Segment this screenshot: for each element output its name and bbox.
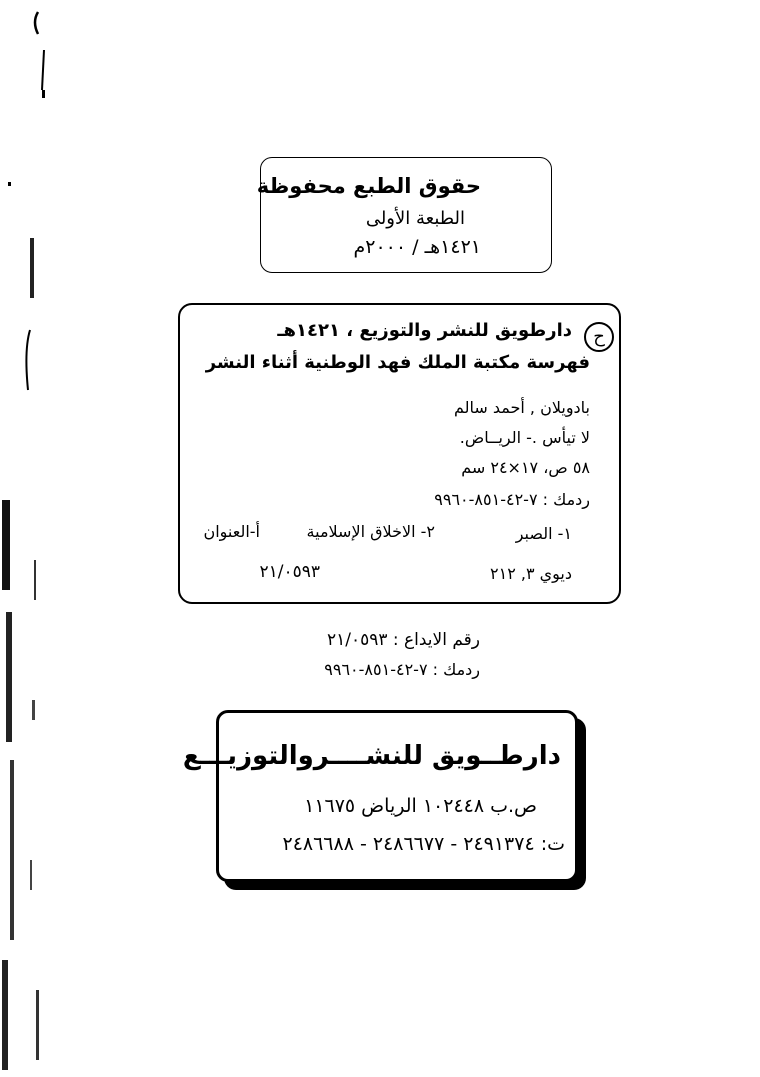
scan-edge-artifact: [0, 0, 48, 1077]
catalog-card: [178, 303, 621, 604]
catalog-isbn: ردمك : ٧-٤٢-٨٥١-٩٩٦٠: [434, 490, 590, 509]
catalog-seal: ح: [584, 322, 614, 352]
deposit-number: رقم الايداع : ٢١/٠٥٩٣: [326, 630, 480, 650]
catalog-author: بادويلان , أحمد سالم: [453, 398, 590, 417]
deposit-isbn: ردمك : ٧-٤٢-٨٥١-٩٩٦٠: [324, 660, 480, 679]
catalog-subject-2: ٢- الاخلاق الإسلامية: [306, 522, 435, 541]
publisher-name: دارطــويق للنشــــروالتوزيـــع: [182, 741, 561, 771]
copyright-box: [256, 157, 552, 273]
publisher-address: ص.ب ١٠٢٤٤٨ الرياض ١١٦٧٥: [304, 795, 537, 817]
publisher-box: [182, 710, 578, 882]
catalog-dewey-number: ٢١/٠٥٩٣: [259, 562, 320, 582]
catalog-dewey: ديوي ٣, ٢١٢: [490, 564, 572, 583]
edition-year: ١٤٢١هـ / ٢٠٠٠م: [353, 236, 481, 258]
copyright-title: حقوق الطبع محفوظة: [256, 174, 481, 198]
catalog-subject-title: أ-العنوان: [203, 522, 260, 541]
catalog-subject-1: ١- الصبر: [515, 524, 572, 543]
edition-label: الطبعة الأولى: [365, 208, 465, 229]
publisher-phones: ت: ٢٤٩١٣٧٤ - ٢٤٨٦٦٧٧ - ٢٤٨٦٦٨٨: [282, 833, 565, 855]
catalog-book-title: لا تيأس .- الريــاض.: [459, 428, 590, 447]
catalog-publisher-line: دارطويق للنشر والتوزيع ، ١٤٢١هـ: [277, 320, 572, 341]
catalog-title: فهرسة مكتبة الملك فهد الوطنية أثناء النشر: [205, 352, 590, 373]
catalog-pages: ٥٨ ص، ١٧×٢٤ سم: [461, 458, 590, 477]
